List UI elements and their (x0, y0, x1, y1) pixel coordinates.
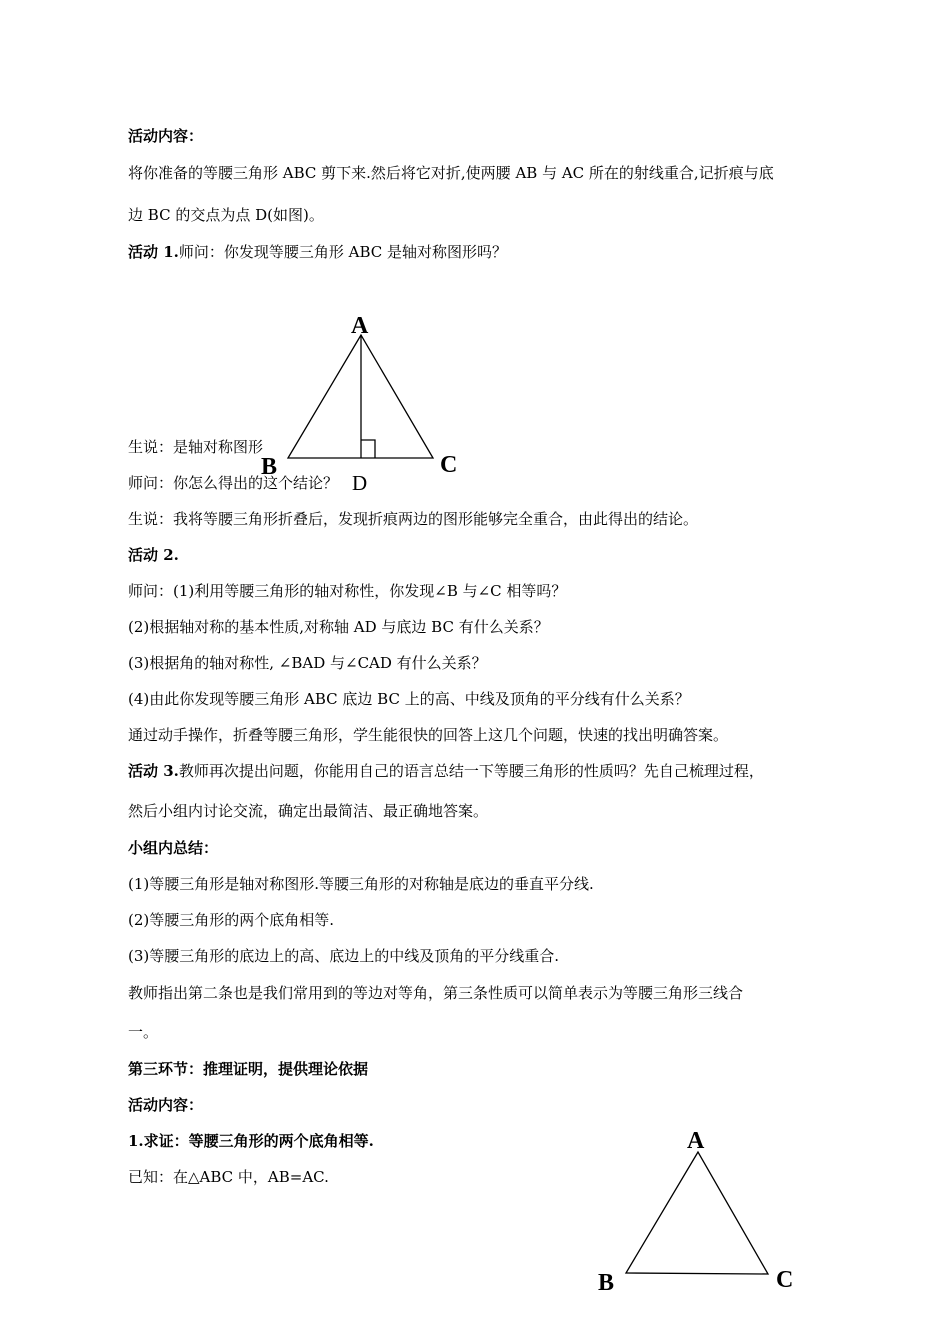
paragraph-line: 生说：我将等腰三角形折叠后，发现折痕两边的图形能够完全重合，由此得出的结论。 (128, 510, 699, 528)
vertex-label-c: C (440, 452, 458, 478)
vertex-label-c-2: C (776, 1267, 794, 1293)
paragraph-line: 师问：(1)利用等腰三角形的轴对称性，你发现∠B 与∠C 相等吗？ (128, 582, 567, 600)
vertex-label-a-2: A (687, 1128, 705, 1154)
right-angle-mark (361, 440, 375, 458)
summary-item-1: (1)等腰三角形是轴对称图形.等腰三角形的对称轴是底边的垂直平分线. (128, 875, 594, 893)
proof-statement: 1.求证：等腰三角形的两个底角相等. (128, 1132, 374, 1150)
paragraph-line: 然后小组内讨论交流，确定出最简洁、最正确地答案。 (128, 802, 489, 820)
paragraph-line: 一。 (128, 1023, 159, 1041)
vertex-label-b-2: B (598, 1270, 615, 1296)
activity-1-line (128, 242, 507, 262)
section-heading-group-summary: 小组内总结： (128, 839, 219, 857)
activity-3-line (128, 761, 764, 781)
section-heading-activity-content: 活动内容： (128, 127, 204, 145)
triangle-abc-outline-2 (626, 1152, 768, 1274)
paragraph-line: 通过动手操作，折叠等腰三角形，学生能很快的回答上这几个问题，快速的找出明确答案。 (128, 726, 729, 744)
activity-1-label: 活动 1. (128, 243, 179, 261)
section-heading-activity-content-2: 活动内容： (128, 1096, 204, 1114)
section-heading-third-stage: 第三环节：推理证明，提供理论依据 (128, 1060, 369, 1078)
paragraph-line: 师问：你怎么得出的这个结论？ (128, 474, 339, 492)
paragraph-line: (3)根据角的轴对称性, ∠BAD 与∠CAD 有什么关系？ (128, 654, 487, 672)
activity-3-text: 教师再次提出问题，你能用自己的语言总结一下等腰三角形的性质吗？先自己梳理过程， (178, 762, 764, 780)
vertex-label-d: D (352, 471, 368, 495)
paragraph-line: 教师指出第二条也是我们常用到的等边对等角，第三条性质可以简单表示为等腰三角形三线合 (128, 984, 744, 1002)
activity-2-label: 活动 2. (128, 546, 179, 564)
paragraph-line: (2)根据轴对称的基本性质,对称轴 AD 与底边 BC 有什么关系？ (128, 618, 549, 636)
summary-item-3: (3)等腰三角形的底边上的高、底边上的中线及顶角的平分线重合. (128, 947, 560, 965)
paragraph-line: 将你准备的等腰三角形 ABC 剪下来.然后将它对折,使两腰 AB 与 AC 所在的射线重合,记折痕与底 (128, 164, 774, 182)
vertex-label-a: A (351, 313, 369, 339)
activity-3-label: 活动 3. (128, 762, 179, 780)
paragraph-line: (4)由此你发现等腰三角形 ABC 底边 BC 上的高、中线及顶角的平分线有什么关系？ (128, 690, 690, 708)
given-statement: 已知：在△ABC 中，AB=AC. (128, 1168, 329, 1186)
vertex-label-b: B (261, 454, 278, 480)
triangle-abc-outline (288, 335, 433, 458)
paragraph-line: 边 BC 的交点为点 D(如图)。 (128, 206, 324, 224)
summary-item-2: (2)等腰三角形的两个底角相等. (128, 911, 335, 929)
activity-1-text: 师问：你发现等腰三角形 ABC 是轴对称图形吗？ (178, 243, 508, 261)
paragraph-line: 生说：是轴对称图形 (128, 438, 264, 456)
